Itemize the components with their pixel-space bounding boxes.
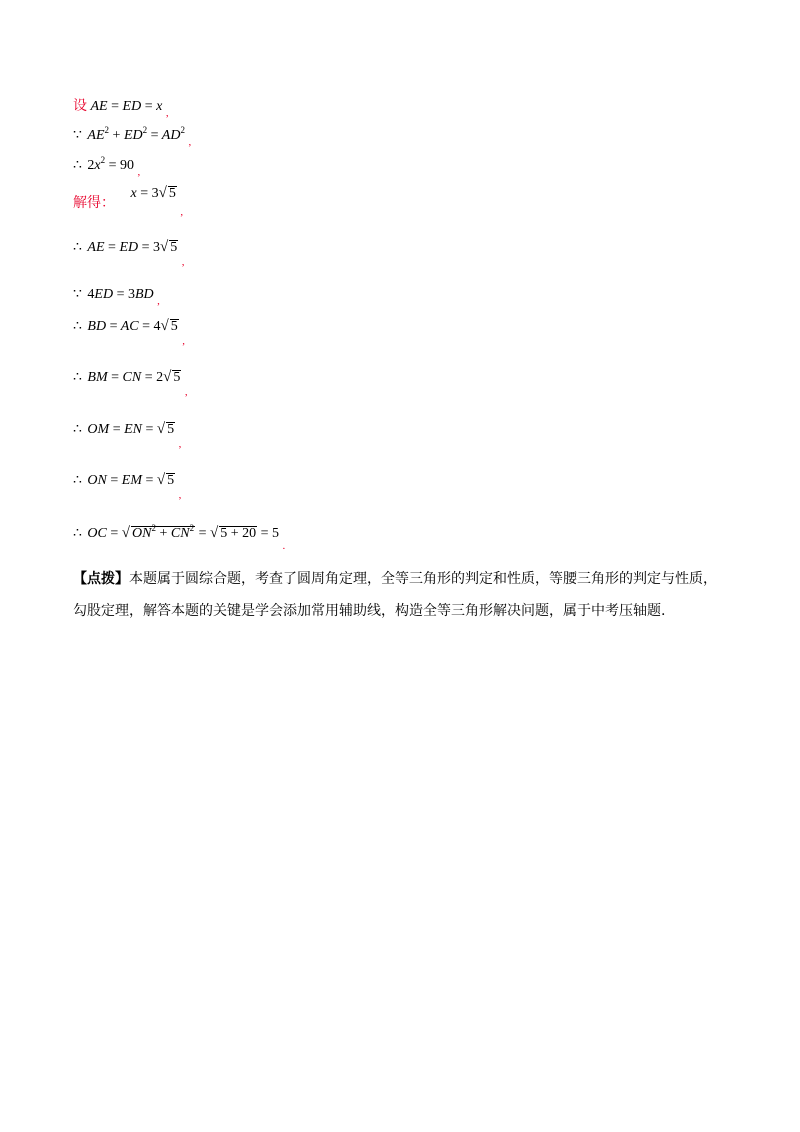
step-punctuation: , [178, 489, 182, 501]
step-punctuation: , [188, 136, 192, 148]
step-punctuation: , [182, 335, 186, 347]
step-punctuation: , [157, 295, 160, 307]
solution-step [73, 523, 286, 552]
step-expression: x = 3√ 5 [130, 185, 176, 201]
step-prefix: 设 [73, 98, 87, 114]
step-punctuation: , [178, 438, 182, 450]
step-expression: BD = AC = 4√ 5 [87, 318, 178, 334]
step-expression: BM = CN = 2√ 5 [87, 369, 181, 385]
therefore-symbol: ∴ [73, 473, 82, 488]
therefore-symbol: ∴ [73, 370, 82, 385]
because-symbol: ∵ [73, 287, 82, 302]
step-expression: $2x^2 = 90$ [87, 155, 135, 173]
step-punctuation: , [181, 256, 185, 268]
therefore-symbol: ∴ [73, 319, 82, 334]
solution-step [73, 157, 140, 181]
because-symbol: ∵ [73, 128, 82, 143]
solution-comment [73, 563, 728, 627]
step-expression: AE = ED = x [90, 99, 163, 114]
therefore-symbol: ∴ [73, 526, 82, 541]
solution-step [73, 185, 184, 218]
comment-label: 【点拨】 [73, 571, 129, 587]
solution-step [73, 238, 185, 268]
solution-step [73, 317, 186, 347]
step-expression: OC = √ $ON^2 + CN^2$ = √ 5 + 20 = 5 [87, 523, 280, 541]
therefore-symbol: ∴ [73, 422, 82, 437]
therefore-symbol: ∴ [73, 240, 82, 255]
step-punctuation: , [184, 386, 188, 398]
step-punctuation: , [137, 166, 141, 178]
step-expression: OM = EN = √ 5 [87, 421, 175, 437]
solution-step [73, 471, 182, 501]
step-expression: ON = EM = √ 5 [87, 472, 175, 488]
solution-step [73, 420, 182, 450]
step-expression: 4ED = 3BD [87, 287, 154, 302]
step-prefix: 解得： [73, 195, 115, 211]
solution-step [73, 286, 160, 310]
solution-step [73, 127, 191, 151]
step-punctuation: . [282, 540, 286, 552]
step-expression: $AE^2 + ED^2 = AD^2$ [87, 125, 185, 143]
comment-text: 本题属于圆综合题，考查了圆周角定理，全等三角形的判定和性质，等腰三角形的判定与性质，勾股定理，解答本题的关键是学会添加常用辅助线，构造全等三角形解决问题，属于中考压轴题. [73, 571, 717, 619]
solution-step [73, 97, 169, 122]
therefore-symbol: ∴ [73, 158, 82, 173]
solution-step [73, 368, 188, 398]
step-punctuation: , [180, 206, 184, 218]
step-punctuation: , [165, 107, 169, 119]
step-expression: AE = ED = 3√ 5 [87, 239, 178, 255]
